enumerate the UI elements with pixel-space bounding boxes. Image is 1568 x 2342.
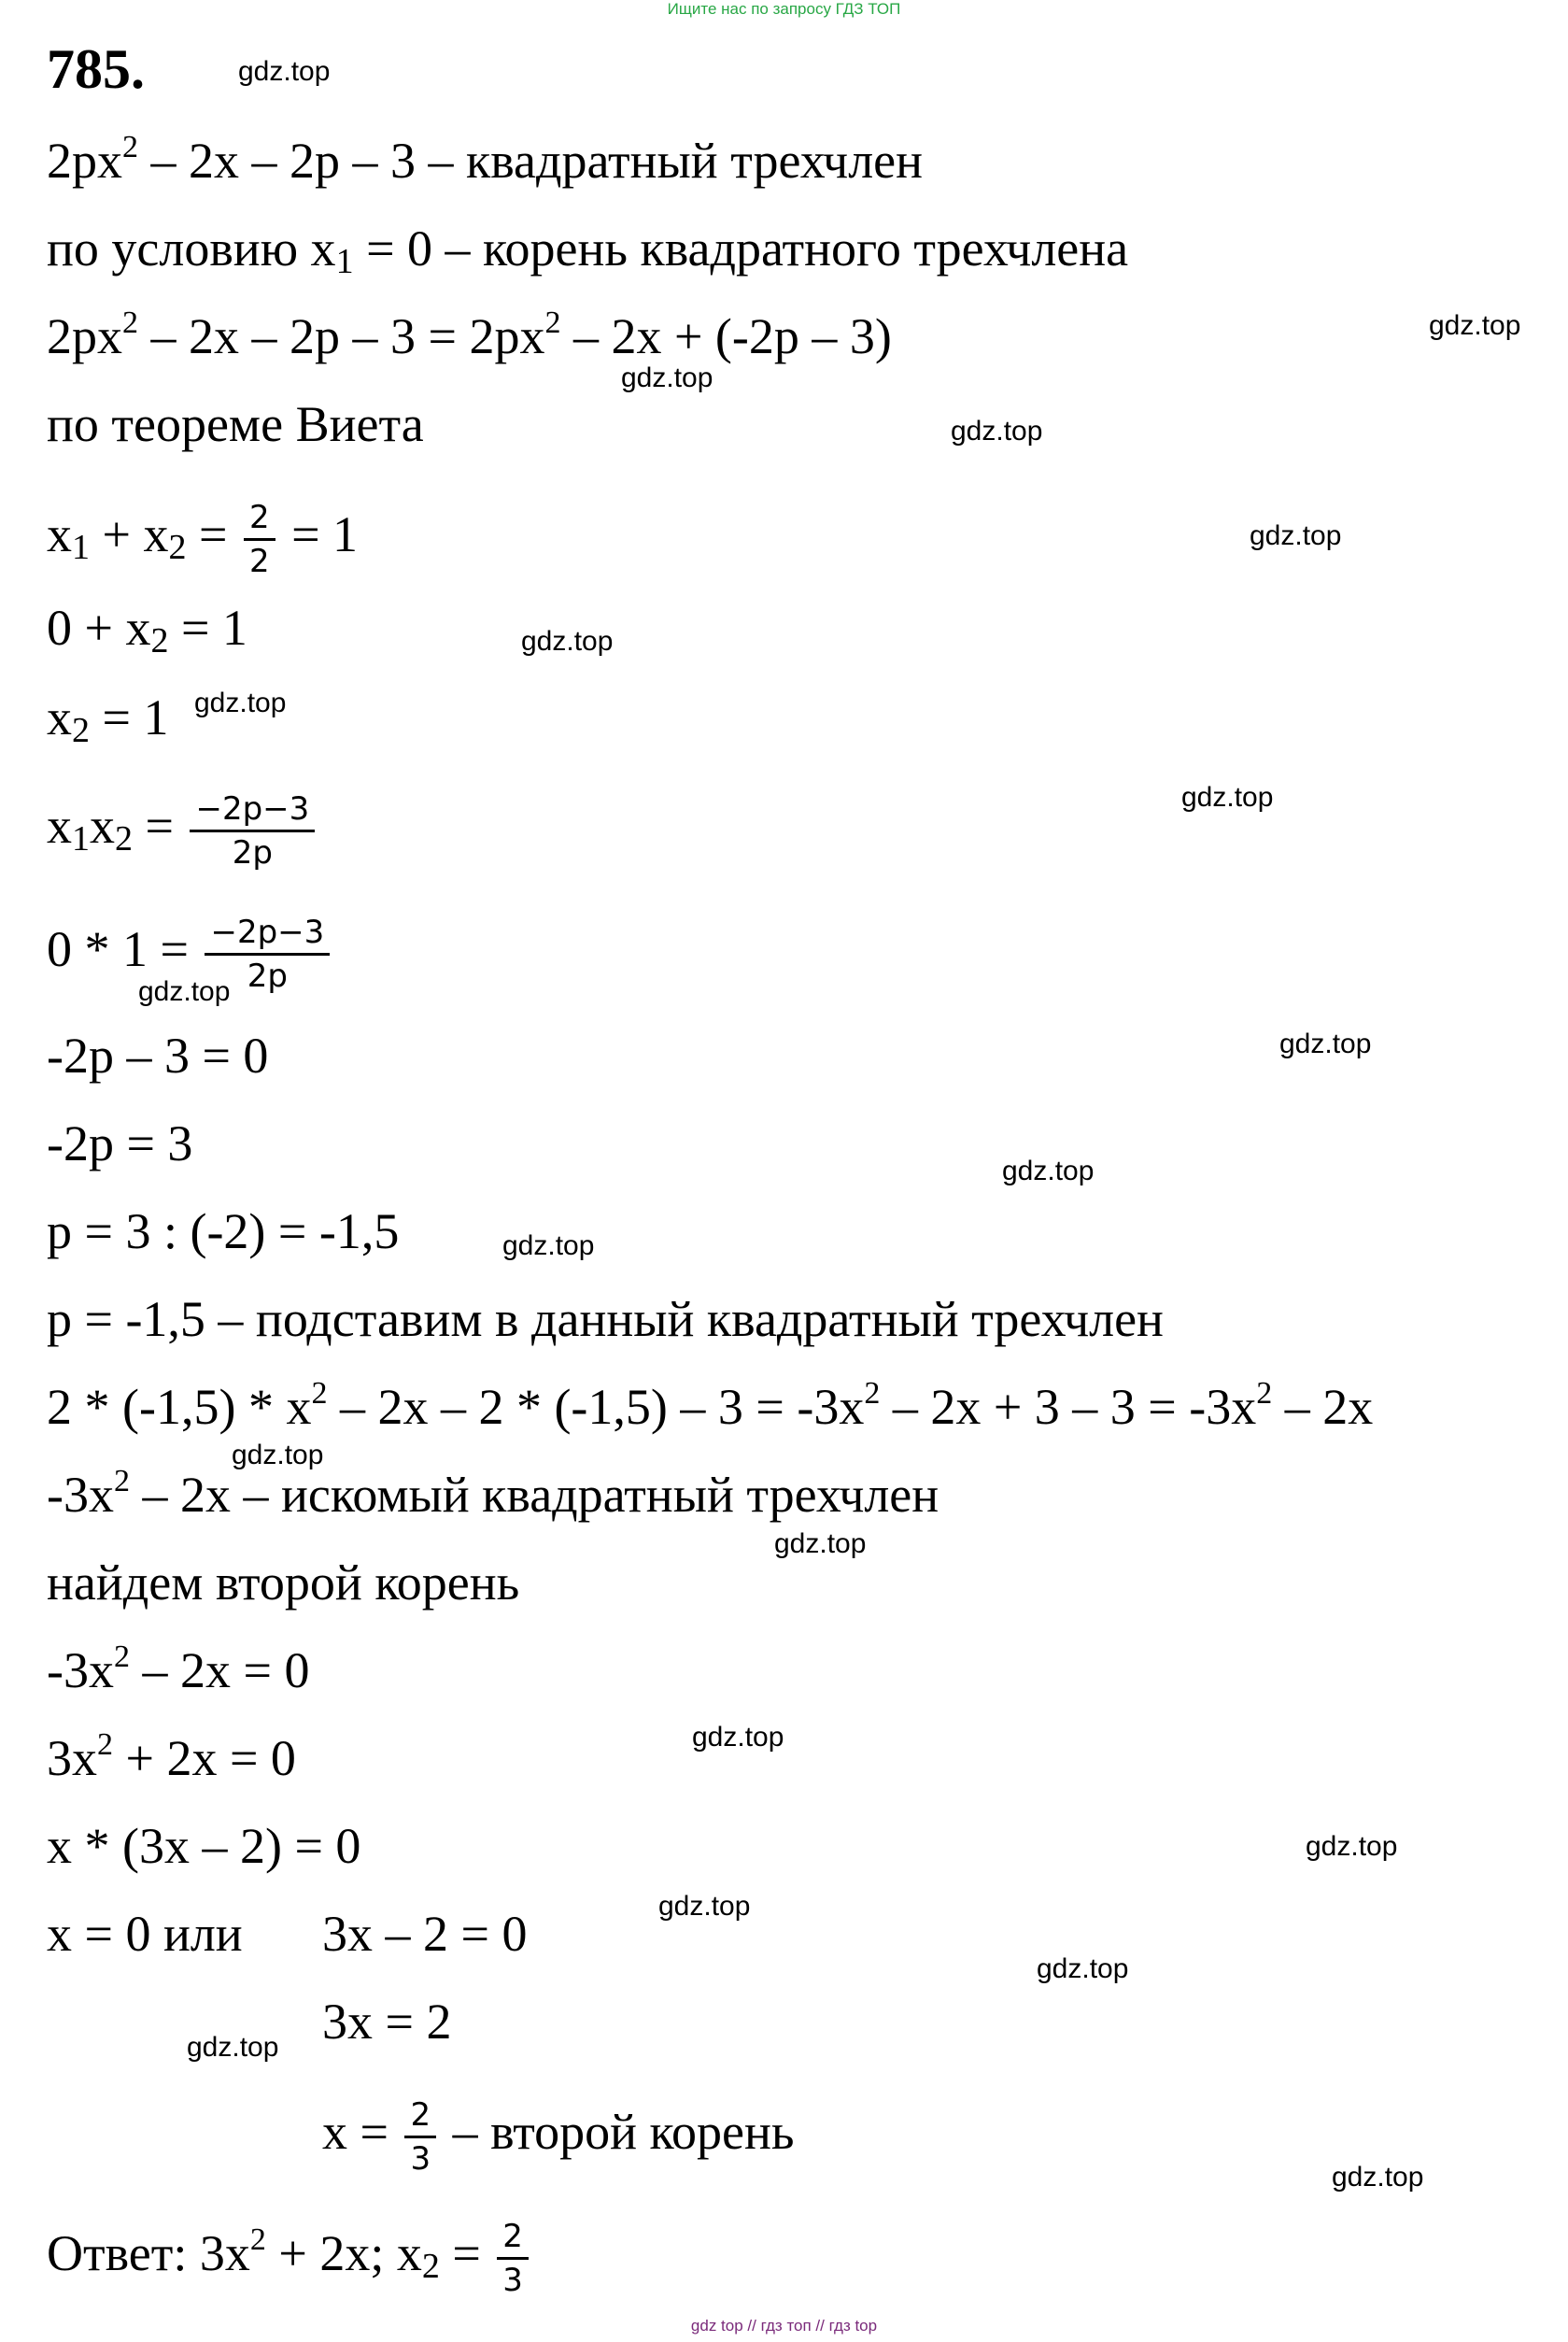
watermark: gdz.top <box>1306 1831 1398 1862</box>
line-cases: x = 0 или <box>47 1906 243 1962</box>
watermark: gdz.top <box>621 362 713 393</box>
fraction: $\frac{-2p-3}{2p}$ <box>190 790 315 872</box>
line-x2: $x_2 = 1$ <box>47 689 169 750</box>
watermark: gdz.top <box>232 1440 324 1470</box>
line-eq1: $-3x^2 - 2x = 0$ <box>47 1639 310 1698</box>
watermark: gdz.top <box>1332 2162 1424 2193</box>
line-condition: по условию $x_1 = 0$ – корень квадратного трехчлена <box>47 220 1129 281</box>
watermark: gdz.top <box>1181 782 1274 813</box>
watermark: gdz.top <box>1002 1156 1095 1186</box>
watermark: gdz.top <box>138 976 231 1007</box>
line-vieta: по теореме Виета <box>47 396 424 452</box>
watermark: gdz.top <box>194 688 287 718</box>
line-product-sub: 0 * 1 = $\frac{-2p-3}{2p}$ <box>47 914 333 995</box>
watermark: gdz.top <box>1429 310 1521 341</box>
watermark: gdz.top <box>521 626 614 657</box>
watermark: gdz.top <box>658 1891 751 1922</box>
fraction: $\frac{2}{3}$ <box>497 2218 529 2299</box>
line-expand: $2 * (-1,5) * x^2 - 2x - 2 * (-1,5) - 3 = -3x^2 - 2x + 3 - 3 = -3x^2 - 2x$ <box>47 1376 1374 1435</box>
line-product-roots: $x_1x_2$ = $\frac{-2p-3}{2p}$ <box>47 790 318 872</box>
header-note: Ищите нас по запросу ГДЗ ТОП <box>667 0 901 18</box>
line-second-root: x = $\frac{2}{3}$ – второй корень <box>322 2096 795 2178</box>
watermark: gdz.top <box>951 416 1043 447</box>
watermark: gdz.top <box>1037 1953 1129 1984</box>
line-case2: 3x – 2 = 0 <box>322 1906 528 1962</box>
footer-note: gdz top // гдз топ // гдз top <box>690 2317 878 2335</box>
line-sum-roots: $x_1 + x_2$ = $\frac{2}{2}$ = 1 <box>47 499 359 580</box>
watermark: gdz.top <box>187 2032 279 2063</box>
line-find-root: найдем второй корень <box>47 1554 520 1611</box>
line-eq2: $3x^2 + 2x = 0$ <box>47 1727 296 1786</box>
watermark: gdz.top <box>692 1722 784 1753</box>
line-substitute: p = -1,5 – подставим в данный квадратный трехчлен <box>47 1291 1164 1347</box>
line-sum-sub: $0 + x_2 = 1$ <box>47 600 247 660</box>
watermark: gdz.top <box>1250 520 1342 551</box>
fraction: $\frac{2}{3}$ <box>404 2096 436 2178</box>
watermark: gdz.top <box>1279 1029 1372 1059</box>
line-factor: x * (3x – 2) = 0 <box>47 1818 361 1874</box>
problem-number: 785. <box>47 38 145 100</box>
watermark: gdz.top <box>774 1528 867 1559</box>
line-neg2p: -2p = 3 <box>47 1115 193 1171</box>
watermark: gdz.top <box>238 56 331 87</box>
watermark: gdz.top <box>502 1230 595 1261</box>
line-rewrite: $2px^2 - 2x - 2p - 3 = 2px^2 - 2x + (-2p - 3)$ <box>47 305 892 364</box>
line-3x2: 3x = 2 <box>322 1994 452 2050</box>
line-answer: Ответ: $3x^2 + 2x$; $x_2$ = $\frac{2}{3}$ <box>47 2218 532 2299</box>
line-eq-zero: -2p – 3 = 0 <box>47 1028 269 1084</box>
line-trinomial: $2px^2 - 2x - 2p - 3$ – квадратный трехчлен <box>47 130 924 189</box>
fraction: $\frac{2}{2}$ <box>244 499 275 580</box>
line-p-value: p = 3 : (-2) = -1,5 <box>47 1203 400 1259</box>
fraction: $\frac{-2p-3}{2p}$ <box>205 914 330 995</box>
line-result-trinomial: $-3x^2 - 2x$ – искомый квадратный трехчлен <box>47 1464 939 1523</box>
